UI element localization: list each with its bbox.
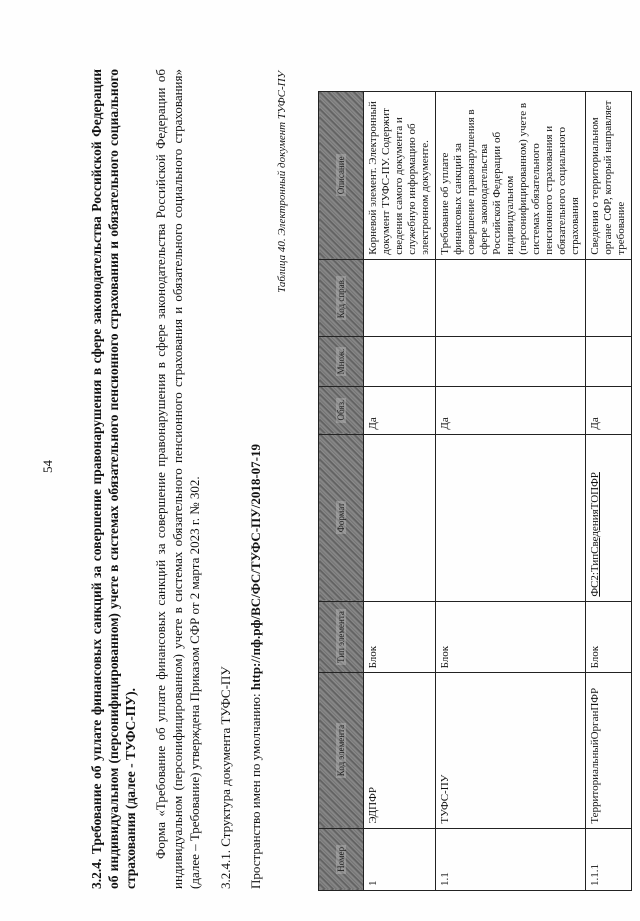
namespace-label: Пространство имен по умолчанию: [248, 690, 263, 889]
body-paragraph: Форма «Требование об уплате финансовых санкций за совершение правонарушения в сфере законодательства Российской Федерации об индивидуальном (персонифицированном) учете в системах обязательного пенсионного страхования и обязательного социального страхования» (далее – Требование) утверждена Приказом СФР от 2 марта 2023 г. № 302. [153, 69, 202, 889]
namespace-line [248, 444, 264, 889]
cell-description: Корневой элемент. Электронный документ ТУФС-ПУ. Содержит сведения самого документа и служебную информацию об электронном документе. [364, 92, 436, 260]
header-reference: Код справ. [319, 259, 364, 337]
subsection-title: 3.2.4.1. Структура документа ТУФС-ПУ [218, 666, 233, 889]
cell-description: Сведения о территориальном органе СФР, который направляет требование [586, 92, 632, 260]
cell-required: Да [364, 386, 436, 434]
cell-num: 1.1 [436, 828, 586, 890]
header-description: Описание [319, 92, 364, 260]
cell-ref [364, 259, 436, 337]
cell-ref [436, 259, 586, 337]
page-number: 54 [40, 460, 55, 473]
rotated-page-content [0, 41, 640, 921]
cell-code: ТерриториальныйОрганПФР [586, 673, 632, 828]
table-header-row [319, 92, 364, 891]
cell-format: ФС2:ТипСведенияТОПФР [586, 434, 632, 601]
cell-multi [586, 337, 632, 386]
header-code: Код элемента [319, 673, 364, 828]
table-caption: Таблица 40. Электронный документ ТУФС-ПУ [276, 71, 288, 293]
cell-required: Да [586, 386, 632, 434]
cell-type: Блок [436, 601, 586, 673]
cell-format [364, 434, 436, 601]
header-required: Обяз. [319, 386, 364, 434]
cell-description: Требование об уплате финансовых санкций за совершение правонарушения в сфере законодательства Российской Федерации об индивидуальном (персонифицированном) учете в системах обязательного пенсионного страхования и обязательного социального страхования [436, 92, 586, 260]
table-row [436, 92, 586, 891]
table-row [586, 92, 632, 891]
cell-code: ЭДПФР [364, 673, 436, 828]
namespace-value: http://пф.рф/ВС/ФС/ТУФС-ПУ/2018-07-19 [248, 444, 263, 691]
section-heading: 3.2.4. Требование об уплате финансовых санкций за совершение правонарушения в сфере законодательства Российской Федерации об индивидуальном (персонифицированном) учете в системах обязательного пенсионного страхования и обязательного социального страхования (далее - ТУФС-ПУ). [89, 69, 138, 889]
header-type: Тип элемента [319, 601, 364, 673]
cell-type: Блок [586, 601, 632, 673]
header-num: Номер [319, 828, 364, 890]
cell-format [436, 434, 586, 601]
cell-type: Блок [364, 601, 436, 673]
header-format: Формат [319, 434, 364, 601]
cell-multi [364, 337, 436, 386]
structure-table [318, 91, 632, 891]
table-row [364, 92, 436, 891]
cell-num: 1.1.1 [586, 828, 632, 890]
header-multiplicity: Множ. [319, 337, 364, 386]
cell-num: 1 [364, 828, 436, 890]
cell-multi [436, 337, 586, 386]
cell-ref [586, 259, 632, 337]
cell-code: ТУФС-ПУ [436, 673, 586, 828]
cell-required: Да [436, 386, 586, 434]
